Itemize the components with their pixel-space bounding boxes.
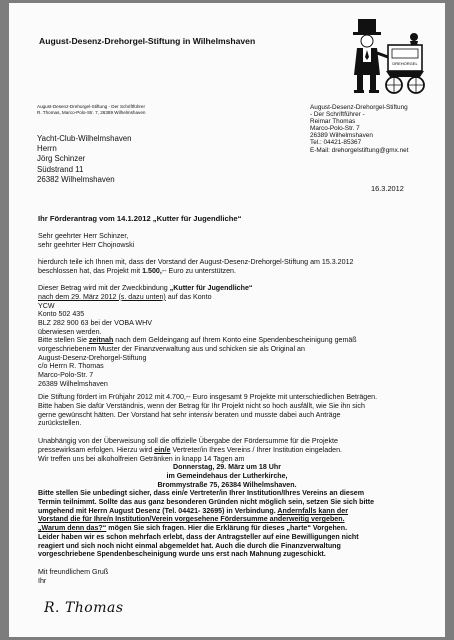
closing: Mit freundlichem Gruß Ihr xyxy=(38,568,109,585)
paragraph-receipt: Bitte stellen Sie zeitnah nach dem Geldeingang auf Ihrem Konto eine Spendenbescheinigung gemäß vorgeschriebenem Muster der Finanzverwaltung aus und schicken sie als Original an August-Desenz-Drehorgel-Stiftung c/o Herrn R. Thomas Marco-Polo-Str. 7 26389 Wilhelmshaven xyxy=(38,336,357,388)
paragraph-attendance-required: Bitte stellen Sie unbedingt sicher, dass ein/e Vertreter/in Ihrer Institution/Ihres Vereins an diesem Termin teilnimmt. Sollte das aus ganz besonderen Gründen nicht möglich sein, setzen Sie sich bitte umgehend mit Herrn August Desenz (Tel. 04421- 32695) in Verbindung. Andernfalls kann der Vorstand die für Ihre/n Institution/Verein vorgesehene Fördersumme anderweitig vergeben. xyxy=(38,489,375,524)
paragraph-decision: hierdurch teile ich Ihnen mit, dass der Vorstand der August-Desenz-Drehorgel-Stiftung am 15.3.2012 beschlossen hat, das Projekt mit 1.500,-- Euro zu unterstützen. xyxy=(38,258,354,275)
organ-grinder-icon xyxy=(344,17,430,97)
event-details: Donnerstag, 29. März um 18 Uhr im Gemeindehaus der Lutherkirche, Brommystraße 75, 26384 Wilhelmshaven. xyxy=(157,463,297,489)
sender-contact-block: August-Desenz-Drehorgel-Stiftung - Der Schriftführer - Reimar Thomas Marco-Polo-Str. 7 26389 Wilhelmshaven Tel.: 04421-85367 E-Mail: drehorgelstiftung@gmx.net xyxy=(310,104,409,154)
sender-return-line: August-Desenz-Drehorgel-Stiftung - Der Schriftführer R. Thomas, Marco-Polo-Str. 7, 26389 Wilhelmshaven xyxy=(37,104,146,115)
svg-text:DREHORGEL: DREHORGEL xyxy=(392,61,418,66)
paragraph-transfer: Dieser Betrag wird mit der Zweckbindung „Kutter für Jugendliche“ nach dem 29. März 2012 (s. dazu unten) auf das Konto YCW Konto 502 435 BLZ 282 900 63 bei der VOBA WHV überwiesen werden. xyxy=(38,284,253,336)
paragraph-funding-info: Die Stiftung fördert im Frühjahr 2012 mit 4.700,-- Euro insgesamt 9 Projekte mit unterschiedlichen Beträgen. Bitte haben Sie dafür Verständnis, wenn der Betrag für Ihr Projekt nicht so hoch ausfällt, wie Sie ihn sich gerne gewünscht hätten. Der Vorstand hat sehr intensiv beraten und musste dabei auch Anträge zurückstellen. xyxy=(38,393,378,428)
paragraph-ceremony: Unabhängig von der Überweisung soll die offizielle Übergabe der Fördersumme für die Projekte pressewirksam erfolgen. Hierzu wird ein/e Vertreter/in Ihres Vereins / Ihrer Institution eingeladen. Wir treffen uns bei alkoholfreien Getränken in knapp 14 Tagen am xyxy=(38,437,342,463)
subject-line: Ihr Förderantrag vom 14.1.2012 „Kutter für Jugendliche“ xyxy=(38,214,242,223)
salutation: Sehr geehrter Herr Schinzer, sehr geehrter Herr Chojnowski xyxy=(38,232,135,249)
handwritten-signature: R. Thomas xyxy=(44,600,124,616)
letterhead-title: August-Desenz-Drehorgel-Stiftung in Wilhelmshaven xyxy=(39,36,256,46)
letter-date: 16.3.2012 xyxy=(371,184,404,193)
recipient-address: Yacht-Club-Wilhelmshaven Herrn Jörg Schinzer Südstrand 11 26382 Wilhelmshaven xyxy=(37,134,132,184)
paragraph-explanation: „Warum denn das?“ mögen Sie sich fragen. Hier die Erklärung für dieses „harte“ Vorgehen. Leider haben wir es schon mehrfach erlebt, dass der Antragsteller auf eine Bewilligungen nicht reagiert und sich noch nicht einmal abgemeldet hat. Auch die durch die Finanzverwaltung vorgeschriebene Spendenbescheinigung wurde uns erst nach Mahnung zugeschickt. xyxy=(38,524,359,559)
letter-page xyxy=(9,3,445,637)
